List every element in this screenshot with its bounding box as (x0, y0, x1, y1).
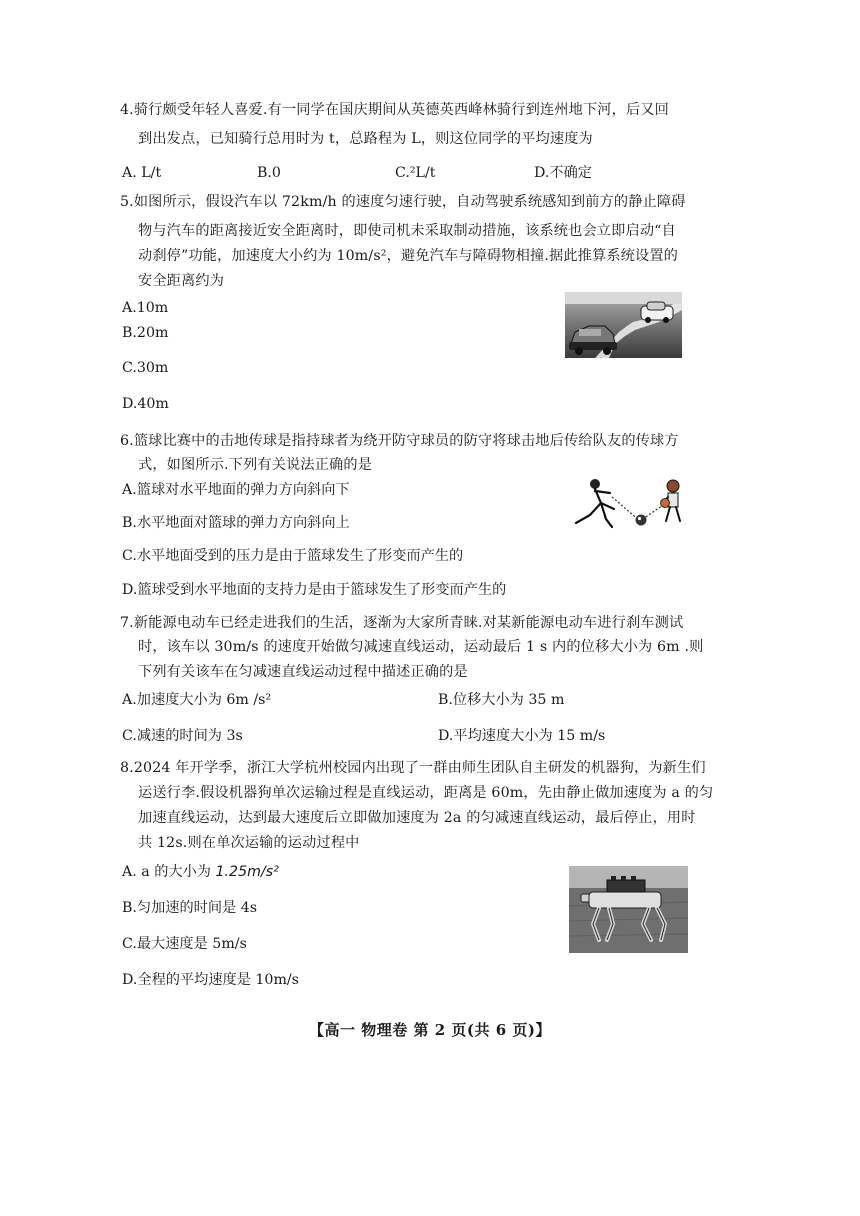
q6-option-d: D.篮球受到水平地面的支持力是由于篮球发生了形变而产生的 (122, 582, 507, 598)
q4-stem-line-1: 4.骑行颇受年轻人喜爱.有一同学在国庆期间从英德英西峰林骑行到连州地下河，后又回 (120, 102, 669, 118)
q5-stem-line-2: 物与汽车的距离接近安全距离时，即使司机未采取制动措施，该系统也会立即启动“自 (138, 223, 676, 239)
q8-option-a (122, 862, 279, 882)
q8-option-b: B.匀加速的时间是 4s (122, 900, 258, 916)
q7-option-c: C.减速的时间为 3s (122, 728, 243, 744)
q8-option-c: C.最大速度是 5m/s (122, 936, 247, 952)
car-braking-figure (565, 292, 682, 358)
q8-option-a-math: 1.25m/s² (215, 864, 279, 880)
q8-stem-line-1: 8.2024 年开学季，浙江大学杭州校园内出现了一群由师生团队自主研发的机器狗，为新生们 (120, 760, 706, 776)
q8-stem-line-3: 加速直线运动，达到最大速度后立即做加速度为 2a 的匀减速直线运动，最后停止，用时 (138, 810, 696, 826)
q5-option-c: C.30m (122, 360, 169, 376)
q6-option-a: A.篮球对水平地面的弹力方向斜向下 (122, 482, 350, 498)
q5-stem-line-4: 安全距离约为 (138, 273, 225, 289)
q5-option-d: D.40m (122, 396, 169, 412)
q7-stem-line-1: 7.新能源电动车已经走进我们的生活，逐渐为大家所青睐.对某新能源电动车进行刹车测试 (120, 615, 684, 631)
q8-stem-line-4: 共 12s.则在单次运输的运动过程中 (138, 835, 360, 851)
basketball-icon (636, 515, 647, 526)
q6-option-c: C.水平地面受到的压力是由于篮球发生了形变而产生的 (122, 548, 464, 564)
q8-stem-line-2: 运送行李.假设机器狗单次运输过程是直线运动，距离是 60m，先由静止做加速度为 a 的匀 (138, 785, 714, 801)
page-footer: 【高一 物理卷 第 2 页(共 6 页)】 (309, 1021, 551, 1039)
bounce-pass-figure (568, 475, 691, 537)
q5-option-b: B.20m (122, 325, 169, 341)
q6-stem-line-1: 6.篮球比赛中的击地传球是指持球者为绕开防守球员的防守将球击地后传给队友的传球方 (120, 433, 679, 449)
q6-option-b: B.水平地面对篮球的弹力方向斜向上 (122, 515, 350, 531)
q7-option-d: D.平均速度大小为 15 m/s (438, 728, 606, 744)
q7-option-a: A.加速度大小为 6m /s² (122, 692, 272, 708)
q5-option-a: A.10m (122, 300, 169, 316)
q4-option-a: A. L/t (122, 165, 162, 181)
robot-dog-figure (569, 866, 688, 953)
q4-option-c: C.²L/t (395, 165, 436, 181)
q7-stem-line-3: 下列有关该车在匀减速直线运动过程中描述正确的是 (138, 664, 468, 680)
q8-option-a-prefix: A. a 的大小为 (122, 864, 216, 880)
q5-stem-line-1: 5.如图所示，假设汽车以 72km/h 的速度匀速行驶，自动驾驶系统感知到前方的静止障碍 (120, 194, 686, 210)
q5-stem-line-3: 动刹停”功能，加速度大小约为 10m/s²，避免汽车与障碍物相撞.据此推算系统设置的 (138, 248, 679, 264)
q4-stem-line-2: 到出发点，已知骑行总用时为 t，总路程为 L，则这位同学的平均速度为 (138, 131, 593, 147)
q4-option-b: B.0 (257, 165, 281, 181)
q4-option-d: D.不确定 (534, 165, 592, 181)
q8-option-d: D.全程的平均速度是 10m/s (122, 972, 299, 988)
q7-option-b: B.位移大小为 35 m (438, 692, 565, 708)
q6-stem-line-2: 式，如图所示.下列有关说法正确的是 (138, 457, 373, 473)
q7-stem-line-2: 时，该车以 30m/s 的速度开始做匀减速直线运动，运动最后 1 s 内的位移大小为 6m .则 (138, 639, 704, 655)
